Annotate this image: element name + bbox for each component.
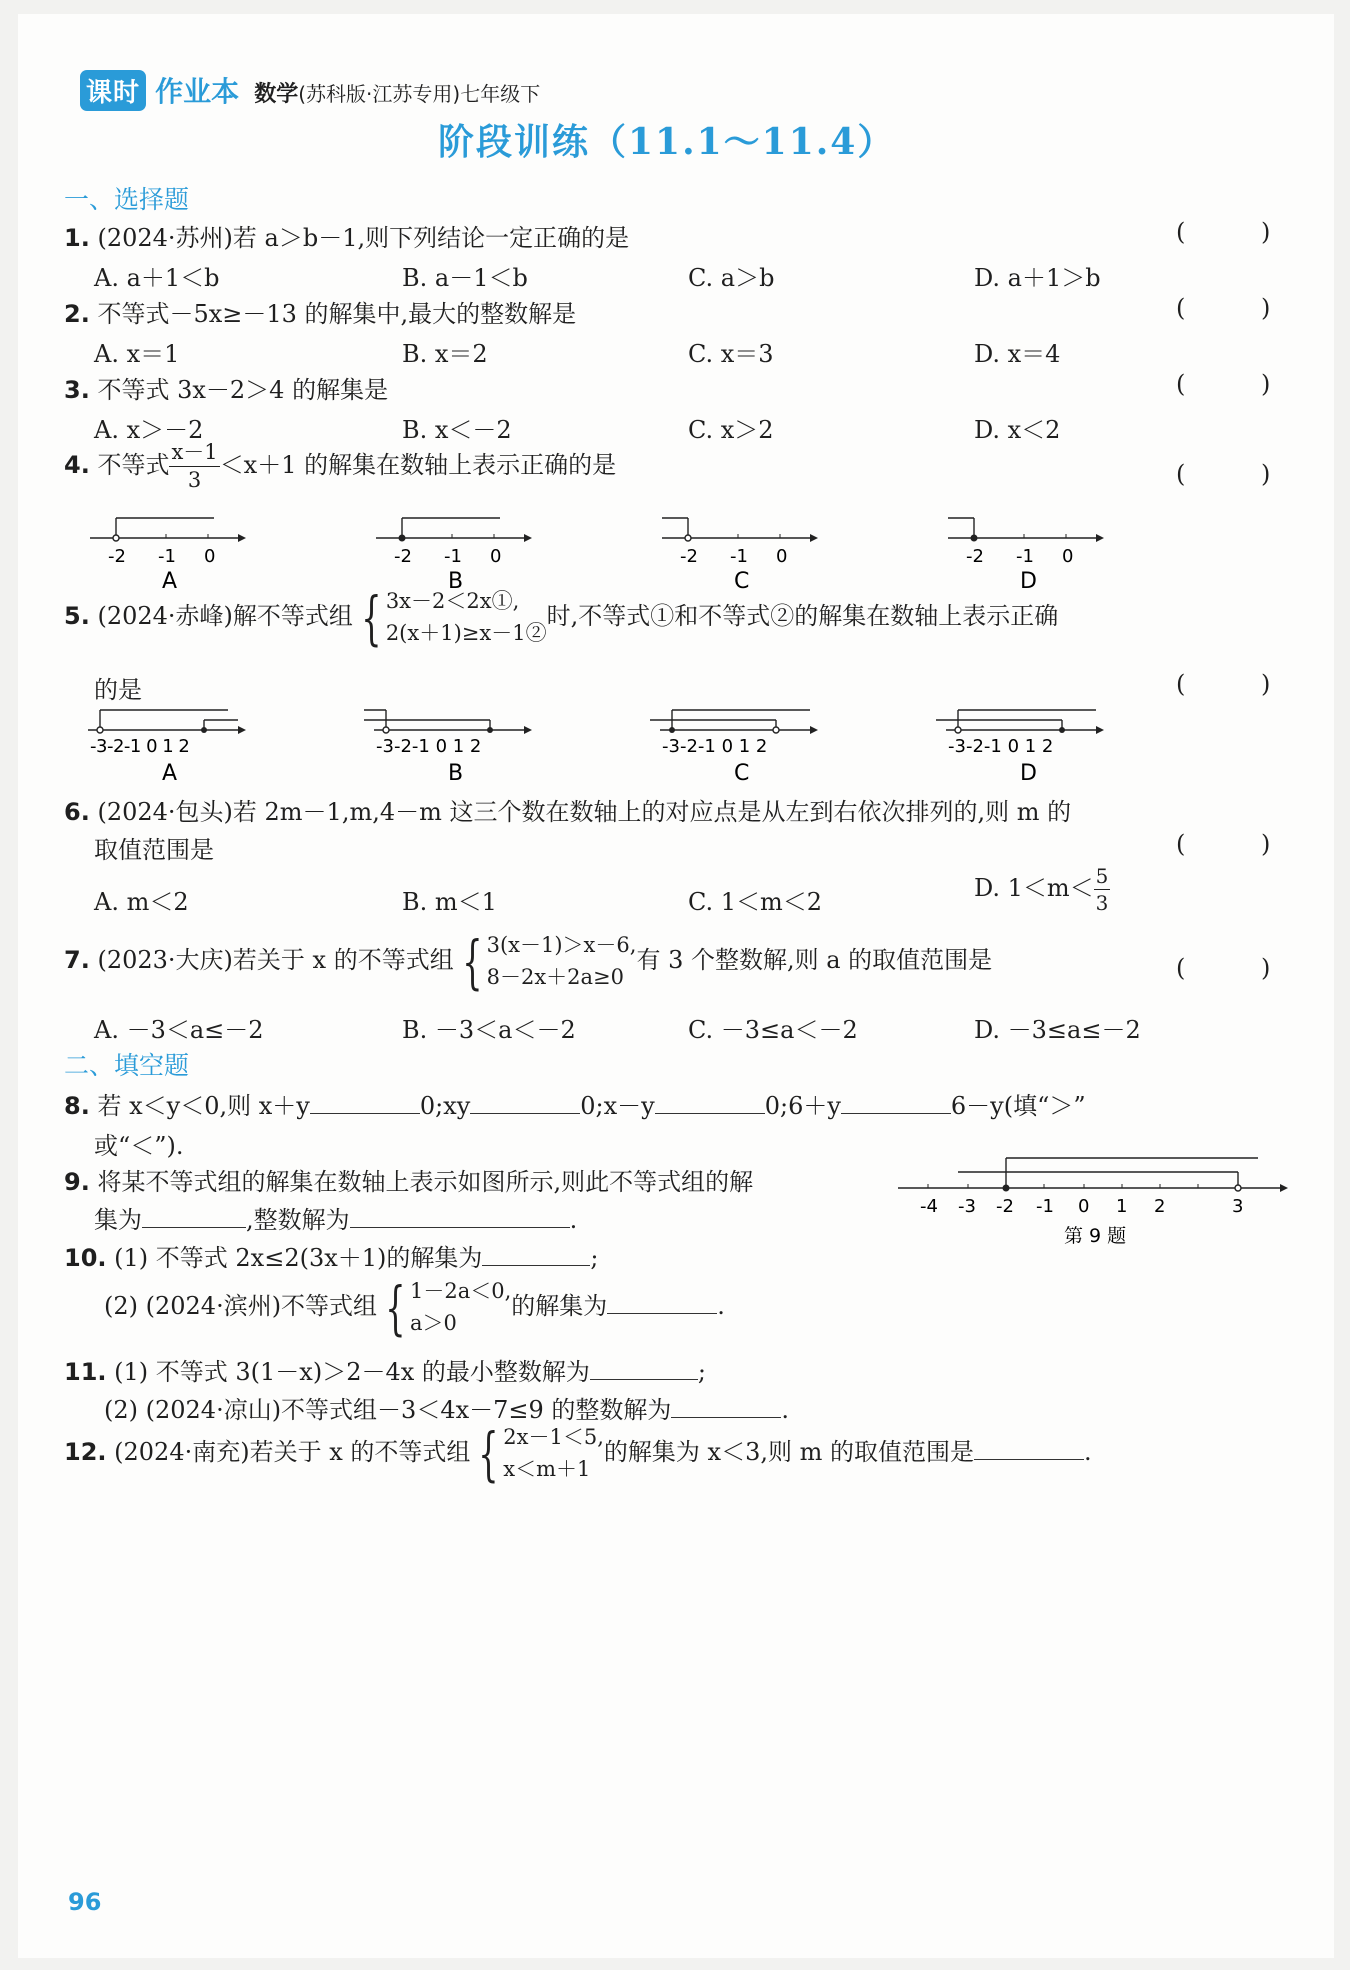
tick-label: -2 [108,546,126,567]
tick-label: -2 [996,1196,1014,1217]
tick-label: 0 [490,546,502,567]
q2-option-b: B. x＝2 [402,340,488,368]
answer-blank[interactable] [607,1293,717,1314]
tick-labels: -3-2-1 0 1 2 [90,736,190,757]
question-6-cont: 取值范围是 [94,836,214,864]
q5-number-lines [78,690,1178,790]
question-4: 4. 不等式 $\frac{x-1}{3}$ ＜x＋1 的解集在数轴上表示正确的是 [64,440,617,492]
choice-label: C [734,569,750,594]
question-11-part-2: (2) (2024·凉山)不等式组－3＜4x－7≤9 的整数解为 . [104,1396,790,1424]
question-8-cont: 或“＜”). [94,1132,184,1160]
question-1-text: (2024·苏州)若 a＞b－1,则下列结论一定正确的是 [97,224,630,252]
answer-blank[interactable] [470,1093,580,1114]
number-line-b [376,518,532,594]
inequality-system: { 3x－2＜2x①, 2(x＋1)≥x－1② [361,583,547,652]
question-7: 7. (2023·大庆)若关于 x 的不等式组 { 3(x－1)＞x－6, 8－2x＋2a≥0 有 3 个整数解,则 a 的取值范围是 [64,927,993,996]
tick-label: 0 [204,546,216,567]
choice-label: B [448,569,464,594]
answer-blank[interactable] [841,1093,951,1114]
number-line-d [948,518,1104,594]
answer-blank[interactable] [974,1439,1084,1460]
choice-label: D [1020,569,1037,594]
inequality-system: { 3(x－1)＞x－6, 8－2x＋2a≥0 [462,927,637,996]
choice-label: D [1020,761,1037,786]
question-3: 3. 不等式 3x－2＞4 的解集是 [64,376,389,404]
q7-option-b: B. －3＜a＜－2 [402,1016,576,1044]
tick-label: -1 [158,546,176,567]
answer-bracket: ( ) [1176,954,1305,982]
tick-label: 3 [1232,1196,1244,1217]
question-10: 10. (1) 不等式 2x≤2(3x＋1)的解集为 ; [64,1244,599,1272]
q6-option-b: B. m＜1 [402,888,497,916]
brand: 作业本 [155,75,240,108]
question-12: 12. (2024·南充)若关于 x 的不等式组 { 2x－1＜5, x＜m＋1 的解集为 x＜3,则 m 的取值范围是 . [64,1419,1092,1488]
question-9: 9. 将某不等式组的解集在数轴上表示如图所示,则此不等式组的解 [64,1168,754,1196]
tick-label: -2 [394,546,412,567]
answer-blank[interactable] [655,1093,765,1114]
tick-label: -1 [1016,546,1034,567]
tick-labels: -3-2-1 0 1 2 [662,736,768,757]
q3-option-b: B. x＜－2 [402,416,512,444]
workbook-page [18,14,1334,1958]
inequality-system: { 2x－1＜5, x＜m＋1 [478,1419,604,1488]
tick-label: -1 [444,546,462,567]
tick-label: 1 [1116,1196,1128,1217]
tick-label: -3 [958,1196,976,1217]
answer-bracket: ( ) [1176,294,1305,322]
q7-option-c: C. －3≤a＜－2 [688,1016,858,1044]
tick-label: 2 [1154,1196,1166,1217]
q2-option-d: D. x＝4 [974,340,1061,368]
question-6-text: (2024·包头)若 2m－1,m,4－m 这三个数在数轴上的对应点是从左到右依次排列的,则 m 的 [97,798,1072,826]
q2-option-a: A. x＝1 [94,340,180,368]
question-10-part-2: (2) (2024·滨州)不等式组 { 1－2a＜0, a＞0 的解集为 . [104,1273,725,1342]
answer-blank[interactable] [671,1397,781,1418]
answer-blank[interactable] [310,1093,420,1114]
answer-bracket: ( ) [1176,460,1305,488]
q6-option-d: D. 1＜m＜ $\frac{5}{3}$ [974,864,1109,915]
answer-blank[interactable] [482,1245,590,1266]
choice-label: C [734,761,750,786]
logo: 课时 [80,70,146,111]
q3-option-c: C. x＞2 [688,416,774,444]
choice-label: B [448,761,464,786]
answer-blank[interactable] [142,1207,246,1228]
question-2-text: 不等式－5x≥－13 的解集中,最大的整数解是 [97,300,577,328]
tick-label: -4 [920,1196,938,1217]
tick-label: -1 [730,546,748,567]
section-choice: 一、选择题 [64,185,190,214]
answer-blank[interactable] [350,1207,570,1228]
number-line-d [936,710,1104,786]
choice-label: A [162,569,178,594]
answer-bracket: ( ) [1176,370,1305,398]
tick-label: -1 [1036,1196,1054,1217]
number-line-c [662,518,818,594]
inequality-system: { 1－2a＜0, a＞0 [385,1273,512,1342]
edition: (苏科版·江苏专用)七年级下 [298,82,541,106]
page-number: 96 [68,1888,102,1916]
question-1: 1. (2024·苏州)若 a＞b－1,则下列结论一定正确的是 [64,224,630,252]
number-line-a [90,518,246,594]
tick-label: 0 [1062,546,1074,567]
choice-label: A [162,761,178,786]
question-3-text: 不等式 3x－2＞4 的解集是 [97,376,389,404]
page-title: 阶段训练（11.1～11.4） [438,121,896,163]
figure-caption: 第 9 题 [1064,1225,1127,1247]
question-5-cont: 的是 [94,676,142,704]
answer-bracket: ( ) [1176,670,1305,698]
q4-number-lines [78,494,1178,594]
number-line-c [650,710,818,786]
tick-label: -2 [966,546,984,567]
question-8: 8. 若 x＜y＜0,则 x＋y 0;xy 0;x－y 0;6＋y 6－y(填“＞” [64,1092,1086,1120]
tick-label: -2 [680,546,698,567]
number-line-b [364,710,532,786]
question-2: 2. 不等式－5x≥－13 的解集中,最大的整数解是 [64,300,577,328]
q6-option-c: C. 1＜m＜2 [688,888,823,916]
q6-option-a: A. m＜2 [94,888,189,916]
q1-option-d: D. a＋1＞b [974,264,1101,292]
header [80,70,540,111]
q9-number-line [898,1144,1298,1254]
question-5: 5. (2024·赤峰)解不等式组 { 3x－2＜2x①, 2(x＋1)≥x－1② 时,不等式①和不等式②的解集在数轴上表示正确 [64,583,1059,652]
answer-bracket: ( ) [1176,830,1305,858]
q1-option-b: B. a－1＜b [402,264,528,292]
tick-labels: -3-2-1 0 1 2 [376,736,482,757]
question-11: 11. (1) 不等式 3(1－x)＞2－4x 的最小整数解为 ; [64,1358,707,1386]
answer-blank[interactable] [590,1359,698,1380]
q2-option-c: C. x＝3 [688,340,774,368]
subject: 数学 [254,82,299,107]
q3-option-a: A. x＞－2 [94,416,204,444]
q7-option-d: D. －3≤a≤－2 [974,1016,1141,1044]
tick-labels: -3-2-1 0 1 2 [948,736,1054,757]
q3-option-d: D. x＜2 [974,416,1061,444]
tick-label: 0 [1078,1196,1090,1217]
question-9-cont: 集为 ,整数解为 . [94,1206,578,1234]
q1-option-c: C. a＞b [688,264,775,292]
tick-label: 0 [776,546,788,567]
answer-bracket: ( ) [1176,218,1305,246]
section-fill: 二、填空题 [64,1051,190,1080]
q1-option-a: A. a＋1＜b [94,264,220,292]
question-6: 6. (2024·包头)若 2m－1,m,4－m 这三个数在数轴上的对应点是从左到右依次排列的,则 m 的 [64,798,1072,826]
number-line-a [88,710,246,786]
fraction: $\frac{x-1}{3}$ [171,440,218,492]
q7-option-a: A. －3＜a≤－2 [94,1016,264,1044]
